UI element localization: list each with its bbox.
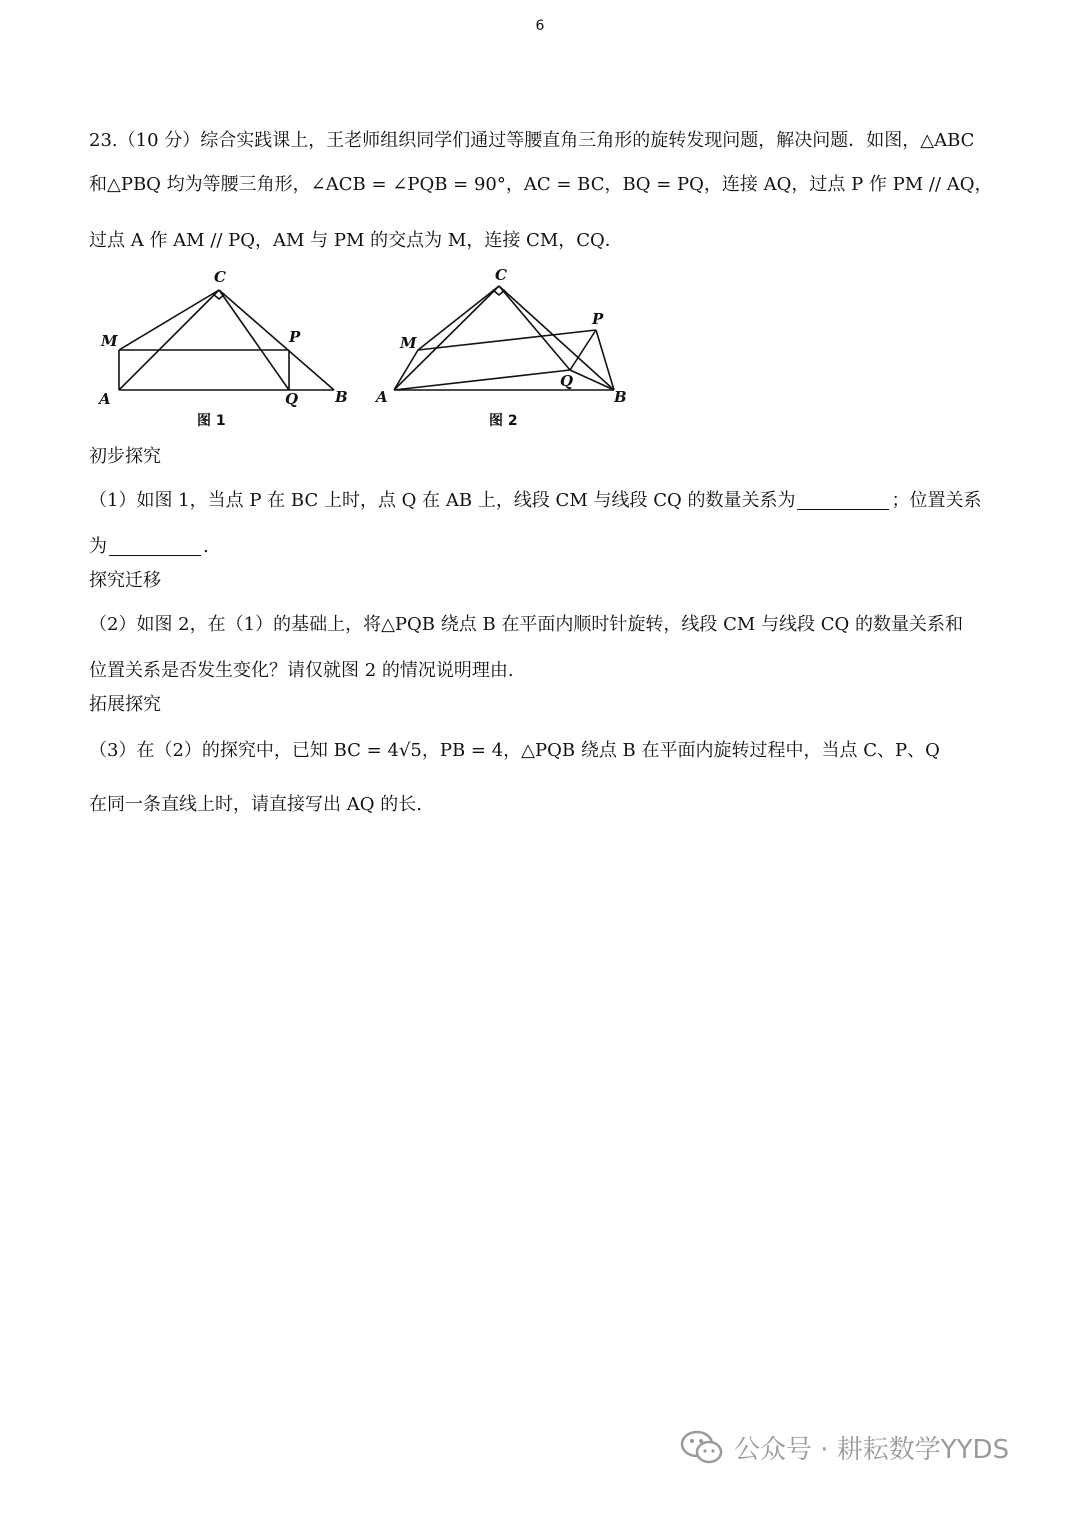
fig2-right-angle-c — [493, 290, 505, 295]
fig1-right-angle-c — [213, 294, 225, 299]
question-3-line-2: 在同一条直线上时，请直接写出 AQ 的长. — [89, 794, 422, 815]
question-1-text: （1）如图 1，当点 P 在 BC 上时，点 Q 在 AB 上，线段 CM 与线段 CQ 的数量关系为 — [89, 490, 796, 511]
fig2-label-p: P — [592, 310, 604, 328]
problem-line-3: 过点 A 作 AM // PQ，AM 与 PM 的交点为 M，连接 CM，CQ． — [89, 230, 623, 251]
fig2-line-aq — [394, 370, 570, 390]
fig1-line-ac — [119, 290, 219, 390]
fig2-label-m: M — [400, 334, 417, 352]
fig1-label-p: P — [289, 328, 301, 346]
page-number: 6 — [535, 18, 545, 34]
question-1-line-2 — [89, 532, 209, 558]
wechat-icon — [680, 1429, 724, 1465]
fig1-line-cb — [219, 290, 334, 390]
fig1-line-cq — [219, 290, 289, 390]
fig1-label-m: M — [101, 332, 118, 350]
fig2-line-cq — [499, 286, 570, 370]
problem-line-1: 23.（10 分）综合实践课上，王老师组织同学们通过等腰直角三角形的旋转发现问题，解决问题．如图，△ABC — [89, 130, 975, 151]
figure-2 — [374, 268, 634, 418]
fig2-line-cm — [418, 286, 499, 350]
question-1-suffix: . — [203, 536, 209, 557]
question-3-line-1: （3）在（2）的探究中，已知 BC = 4√5，PB = 4，△PQB 绕点 B 在平面内旋转过程中，当点 C、P、Q — [89, 740, 940, 761]
fig2-label-a: A — [376, 388, 388, 406]
watermark-text: 公众号 · 耕耘数学YYDS — [734, 1434, 1010, 1465]
fig2-label-b: B — [614, 388, 627, 406]
fig2-line-pq — [570, 330, 596, 370]
answer-blank-1[interactable] — [797, 491, 889, 510]
question-1-prefix: 为 — [89, 536, 107, 557]
fig2-line-qb — [570, 370, 614, 390]
fig2-label-c: C — [495, 268, 507, 284]
figure-2-caption: 图 2 — [489, 413, 518, 429]
question-1-line-1 — [89, 486, 981, 512]
heading-extend: 拓展探究 — [89, 694, 161, 715]
fig2-line-cb — [499, 286, 614, 390]
figure-1-caption: 图 1 — [197, 413, 226, 429]
heading-initial: 初步探究 — [89, 446, 161, 467]
answer-blank-2[interactable] — [109, 537, 201, 556]
heading-transfer: 探究迁移 — [89, 570, 161, 591]
fig2-label-q: Q — [560, 372, 574, 390]
fig1-label-b: B — [335, 388, 348, 406]
fig1-label-c: C — [214, 268, 226, 286]
fig1-label-a: A — [99, 390, 111, 408]
question-2-line-2: 位置关系是否发生变化？请仅就图 2 的情况说明理由. — [89, 660, 514, 681]
watermark — [680, 1424, 1060, 1470]
figures — [89, 268, 649, 438]
figure-1 — [89, 268, 349, 418]
problem-line-2: 和△PBQ 均为等腰三角形，∠ACB = ∠PQB = 90°，AC = BC，BQ = PQ，连接 AQ，过点 P 作 PM // AQ， — [89, 174, 993, 195]
question-2-line-1: （2）如图 2，在（1）的基础上，将△PQB 绕点 B 在平面内顺时针旋转，线段 CM 与线段 CQ 的数量关系和 — [89, 614, 964, 635]
fig1-label-q: Q — [285, 390, 299, 408]
question-1-position-text: ；位置关系 — [891, 490, 982, 511]
